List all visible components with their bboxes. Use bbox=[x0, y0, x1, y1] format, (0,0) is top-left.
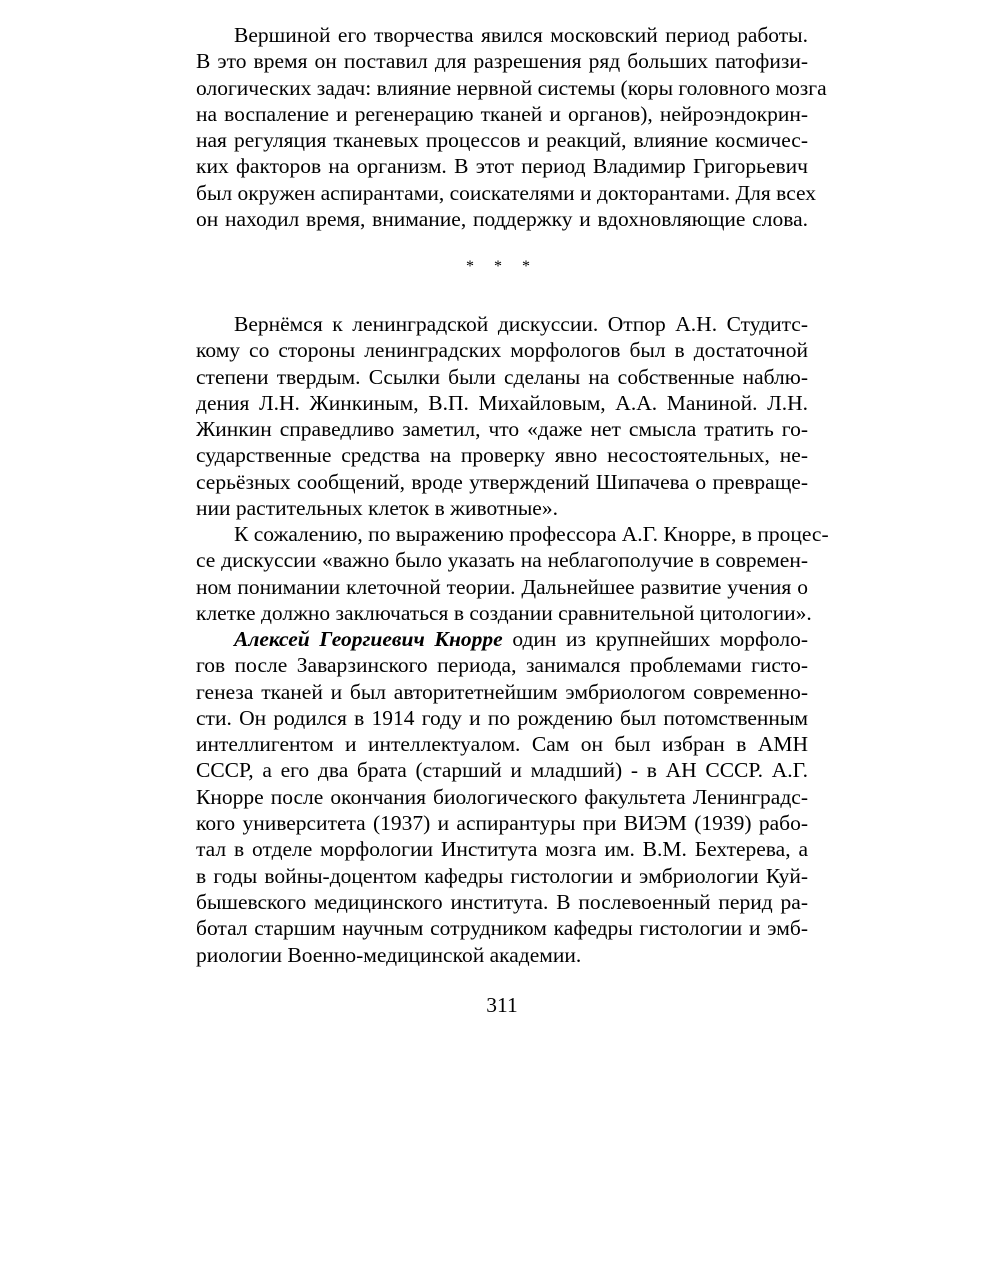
text-line: был окружен аспирантами, соискателями и докторантами. Для всех bbox=[196, 180, 817, 205]
paragraph-leningrad-discussion bbox=[196, 311, 808, 521]
text-line: гов после Заварзинского периода, занимался проблемами гисто- bbox=[196, 653, 808, 678]
text-line: К сожалению, по выражению профессора А.Г. Кнорре, в процес- bbox=[234, 522, 829, 546]
text-line bbox=[196, 626, 808, 652]
text-line: кому со стороны ленинградских морфологов был в достаточной bbox=[196, 338, 808, 363]
text-line: риологии Военно-медицинской академии. bbox=[196, 942, 582, 967]
person-name: Алексей Георгиевич Кнорре bbox=[234, 627, 503, 651]
text-line: генеза тканей и был авторитетнейшим эмбриологом современно- bbox=[196, 679, 808, 704]
text-line: кого университета (1937) и аспирантуры при ВИЭМ (1939) рабо- bbox=[196, 811, 808, 836]
text-line: в годы войны-доцентом кафедры гистологии и эмбриологии Куй- bbox=[196, 863, 808, 888]
text-line: бышевского медицинского института. В послевоенный перид ра- bbox=[196, 889, 808, 914]
text-line: дения Л.Н. Жинкиным, В.П. Михайловым, А.А. Маниной. Л.Н. bbox=[196, 390, 808, 415]
text-line: степени твердым. Ссылки были сделаны на собственные наблю- bbox=[196, 364, 808, 389]
text-line: нии растительных клеток в животные». bbox=[196, 496, 558, 521]
paragraph-knorre-biography bbox=[196, 626, 808, 968]
text-line: сударственные средства на проверку явно несостоятельных, не- bbox=[196, 443, 808, 468]
text-line: серьёзных сообщений, вроде утверждений Шипачева о превраще- bbox=[196, 469, 808, 494]
text-line: В это время он поставил для разрешения ряд больших патофизи- bbox=[196, 49, 808, 74]
text-line: Жинкин справедливо заметил, что «даже нет смысла тратить го- bbox=[196, 417, 808, 442]
text-line: ном понимании клеточной теории. Дальнейшее развитие учения о bbox=[196, 574, 808, 599]
page-number: 311 bbox=[486, 993, 518, 1017]
text-line: сти. Он родился в 1914 году и по рождению был потомственным bbox=[196, 705, 808, 730]
text-line: ботал старшим научным сотрудником кафедры гистологии и эмб- bbox=[196, 916, 808, 941]
text-line: клетке должно заключаться в создании сравнительной цитологии». bbox=[196, 600, 812, 625]
paragraph-knorre-quote bbox=[196, 521, 829, 626]
text-line: ких факторов на организм. В этот период Владимир Григорьевич bbox=[196, 154, 808, 179]
section-separator: * * * bbox=[466, 258, 538, 275]
text-line: Вернёмся к ленинградской дискуссии. Отпор А.Н. Студитс- bbox=[234, 312, 808, 336]
text-line: ная регуляция тканевых процессов и реакций, влияние космичес- bbox=[196, 128, 808, 153]
paragraph-moscow-period bbox=[196, 22, 827, 232]
text-line: на воспаление и регенерацию тканей и органов), нейроэндокрин- bbox=[196, 101, 808, 126]
text-line: он находил время, внимание, поддержку и вдохновляющие слова. bbox=[196, 207, 808, 232]
text-line: ологических задач: влияние нервной системы (коры головного мозга bbox=[196, 75, 827, 100]
text-line: интеллигентом и интеллектуалом. Сам он был избран в АМН bbox=[196, 732, 808, 757]
text-line: Кнорре после окончания биологического факультета Ленинградс- bbox=[196, 784, 808, 809]
text-line: тал в отделе морфологии Института мозга им. В.М. Бехтерева, а bbox=[196, 837, 808, 862]
text-line: Вершиной его творчества явился московский период работы. bbox=[234, 23, 808, 47]
text-line: се дискуссии «важно было указать на неблагополучие в современ- bbox=[196, 548, 808, 573]
text-line: СССР, а его два брата (старший и младший) - в АН СССР. А.Г. bbox=[196, 758, 808, 783]
text-line-rest: один из крупнейших морфоло- bbox=[502, 627, 808, 651]
